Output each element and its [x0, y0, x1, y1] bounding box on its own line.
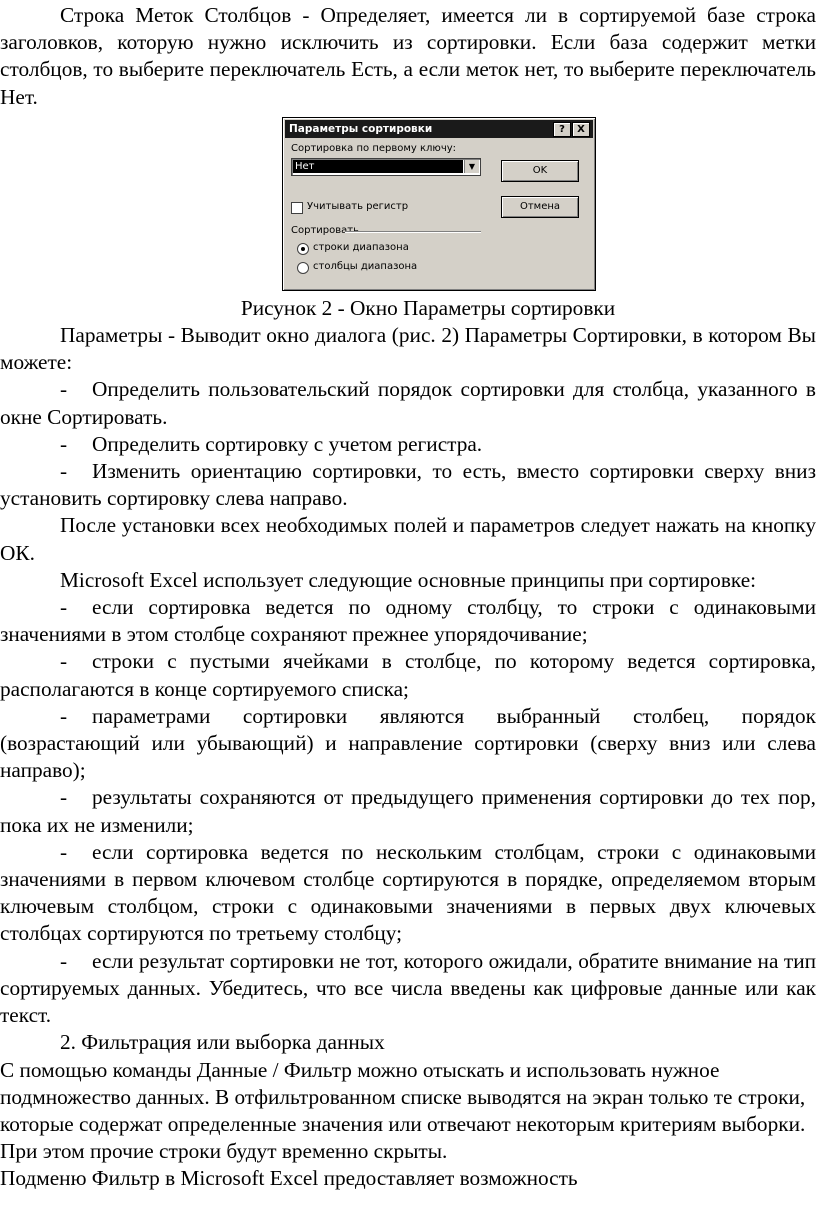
list-item: - Определить сортировку с учетом регистра.: [60, 431, 483, 456]
radio-sort-rows[interactable]: [297, 243, 309, 255]
first-key-select[interactable]: [291, 158, 481, 176]
list-item: - если результат сортировки не тот, которого ожидали, обратите внимание на тип сортируемых данных. Убедитесь, что все числа введены как цифровые данные или как текст.: [0, 948, 816, 1028]
paragraph-after-setup: После установки всех необходимых полей и параметров следует нажать на кнопку ОК.: [0, 513, 816, 565]
cancel-button[interactable]: Отмена: [501, 196, 579, 218]
dropdown-arrow-icon[interactable]: ▼: [464, 160, 479, 173]
sort-group-label: Сортировать: [291, 224, 359, 236]
list-item: - если сортировка ведется по одному столбцу, то строки с одинаковыми значениями в этом столбце сохраняют прежнее упорядочивание;: [0, 595, 816, 647]
paragraph-filter: С помощью команды Данные / Фильтр можно отыскать и использовать нужное подмножество данных. В отфильтрованном списке выводятся на экран только те строки, которые содержат определенные значения или отвечают некоторым критериям выборки. При этом прочие строки будут временно скрыты.: [0, 1057, 806, 1164]
close-button[interactable]: X: [572, 122, 590, 137]
case-sensitive-label: Учитывать регистр: [307, 200, 409, 212]
help-button[interactable]: ?: [553, 122, 571, 137]
list-item: - Определить пользовательский порядок сортировки для столбца, указанного в окне Сортировать.: [0, 377, 816, 429]
dialog-titlebar: [285, 120, 593, 138]
paragraph-principles: Microsoft Excel использует следующие основные принципы при сортировке:: [60, 567, 757, 592]
option-rows-label: строки диапазона: [313, 241, 409, 253]
list-item: - если сортировка ведется по нескольким столбцам, строки с одинаковыми значениями в первом ключевом столбце сортируются в порядке, определяемом вторым ключевым столбцом, строки с одинаковыми значениями в первых двух ключевых столбцах сортируются по третьему столбцу;: [0, 839, 816, 946]
list-item: - параметрами сортировки являются выбранный столбец, порядок (возрастающий или убывающий) и направление сортировки (сверху вниз или слева направо);: [0, 703, 816, 783]
paragraph-submenu: Подменю Фильтр в Microsoft Excel предоставляет возможность: [0, 1166, 578, 1191]
paragraph-options: Параметры - Выводит окно диалога (рис. 2) Параметры Сортировки, в котором Вы можете:: [0, 323, 816, 375]
first-key-value: Нет: [293, 160, 463, 173]
dialog-title: Параметры сортировки: [289, 122, 433, 135]
ok-button[interactable]: OK: [501, 160, 579, 182]
section-heading: 2. Фильтрация или выборка данных: [60, 1030, 385, 1055]
case-sensitive-checkbox[interactable]: [291, 202, 303, 214]
sort-options-dialog: [282, 117, 596, 291]
figure-caption: Рисунок 2 - Окно Параметры сортировки: [240, 295, 616, 320]
radio-sort-columns[interactable]: [297, 262, 309, 274]
first-key-label: Сортировка по первому ключу:: [291, 142, 457, 154]
option-columns-label: столбцы диапазона: [313, 260, 418, 272]
figure: [0, 111, 816, 293]
paragraph-row-labels: Строка Меток Столбцов - Определяет, имеется ли в сортируемой базе строка заголовков, которую нужно исключить из сортировки. Если база содержит метки столбцов, то выберите переключатель Есть, а если меток нет, то выберите переключатель Нет.: [0, 3, 816, 109]
list-item: - строки с пустыми ячейками в столбце, по которому ведется сортировка, располагаются в конце сортируемого списка;: [0, 649, 816, 701]
list-item: - Изменить ориентацию сортировки, то есть, вместо сортировки сверху вниз установить сортировку слева направо.: [0, 459, 816, 511]
list-item: - результаты сохраняются от предыдущего применения сортировки до тех пор, пока их не изменили;: [0, 785, 816, 837]
group-divider: [345, 231, 481, 233]
